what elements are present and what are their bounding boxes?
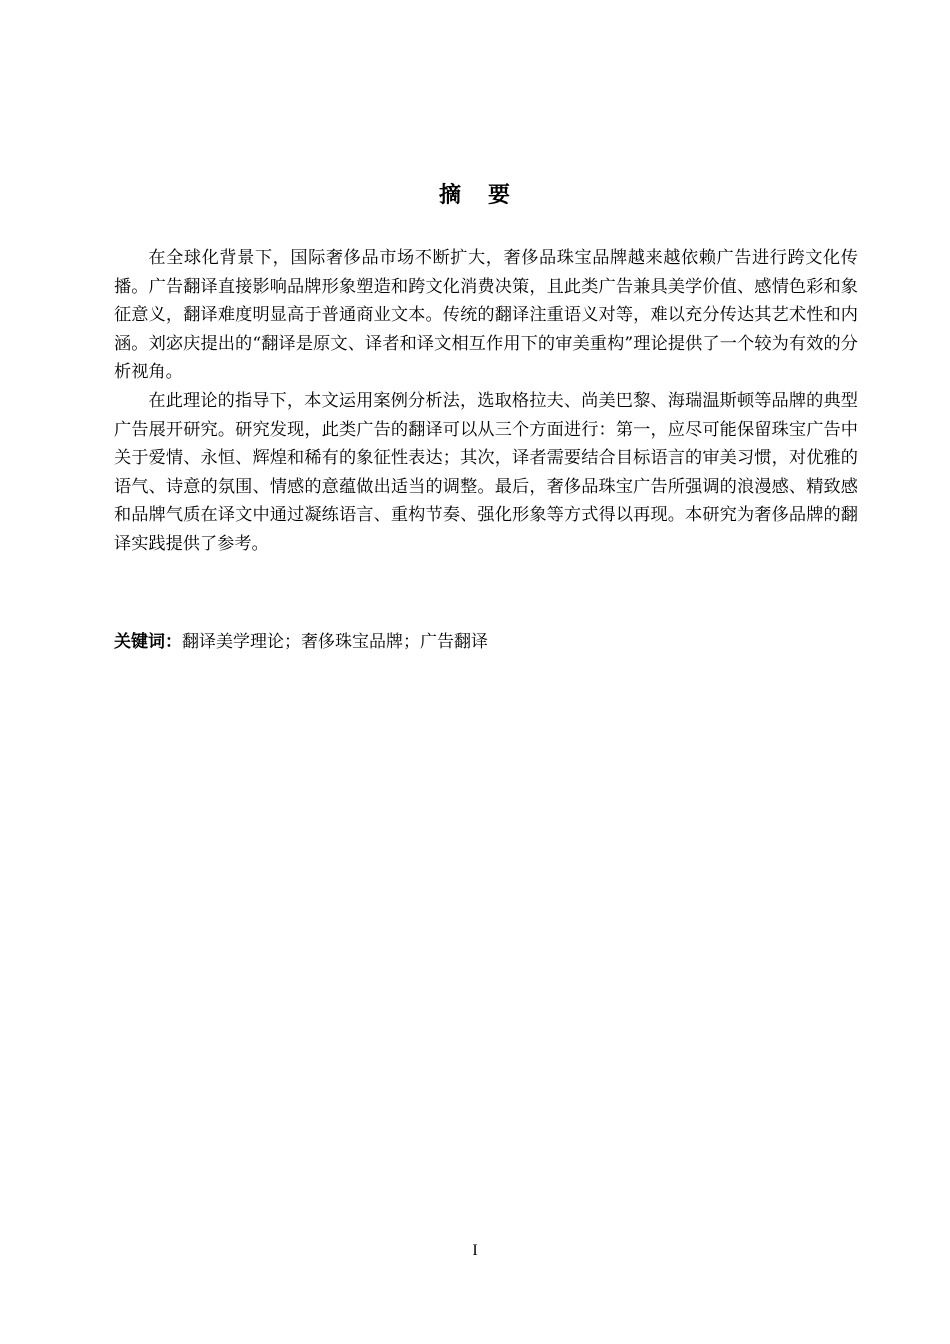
page-number: I (472, 1242, 478, 1259)
abstract-title-char-2: 要 (488, 183, 512, 208)
keywords-line (114, 628, 858, 656)
keywords-value: 翻译美学理论；奢侈珠宝品牌；广告翻译 (182, 632, 488, 652)
abstract-title-char-1: 摘 (438, 183, 462, 208)
abstract-body (114, 244, 858, 559)
abstract-paragraph-2: 在此理论的指导下，本文运用案例分析法，选取格拉夫、尚美巴黎、海瑞温斯顿等品牌的典型广告展开研究。研究发现，此类广告的翻译可以从三个方面进行：第一，应尽可能保留珠宝广告中关于爱情、永恒、辉煌和稀有的象征性表达；其次，译者需要结合目标语言的审美习惯，对优雅的语气、诗意的氛围、情感的意蕴做出适当的调整。最后，奢侈品珠宝广告所强调的浪漫感、精致感和品牌气质在译文中通过凝练语言、重构节奏、强化形象等方式得以再现。本研究为奢侈品牌的翻译实践提供了参考。 (114, 390, 858, 554)
abstract-title (0, 178, 950, 209)
abstract-paragraph-1: 在全球化背景下，国际奢侈品市场不断扩大，奢侈品珠宝品牌越来越依赖广告进行跨文化传播。广告翻译直接影响品牌形象塑造和跨文化消费决策，且此类广告兼具美学价值、感情色彩和象征意义，翻译难度明显高于普通商业文本。传统的翻译注重语义对等，难以充分传达其艺术性和内涵。刘宓庆提出的“翻译是原文、译者和译文相互作用下的审美重构”理论提供了一个较为有效的分析视角。 (114, 248, 858, 383)
keywords-label: 关键词： (114, 632, 182, 652)
